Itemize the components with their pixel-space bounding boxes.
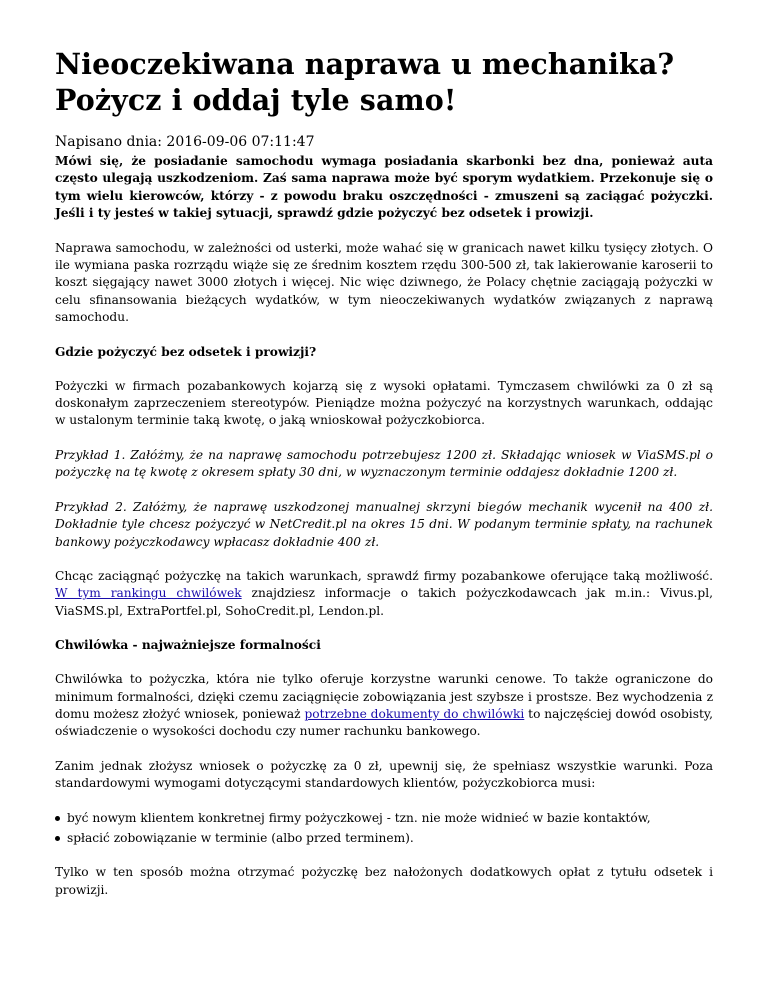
documents-link[interactable]: potrzebne dokumenty do chwilówki — [304, 706, 525, 721]
example-1: Przykład 1. Załóżmy, że na naprawę samochodu potrzebujesz 1200 zł. Składając wniosek w ViaSMS.pl o pożyczkę na tę kwotę z okresem spłaty 30 dni, w wyznaczonym terminie oddajesz dokładnie 1200 zł. — [55, 447, 713, 480]
requirements-list — [55, 810, 713, 848]
example-2: Przykład 2. Załóżmy, że naprawę uszkodzonej manualnej skrzyni biegów mechanik wycenił na 400 zł. Dokładnie tyle chcesz pożyczyć w NetCredit.pl na okres 15 dni. W podanym terminie spłaty, na rachunek bankowy pożyczkodawcy wpłacasz dokładnie 400 zł. — [55, 499, 713, 549]
bullet-icon — [55, 816, 60, 821]
article-lead: Mówi się, że posiadanie samochodu wymaga posiadania skarbonki bez dna, ponieważ auta często ulegają uszkodzeniom. Zaś sama naprawa może być sporym wydatkiem. Przekonuje się o tym wielu kierowców, którzy - z powodu braku oszczędności - zmuszeni są zaciągać pożyczki. Jeśli i ty jesteś w takiej sytuacji, sprawdź gdzie pożyczyć bez odsetek i prowizji. — [55, 154, 713, 221]
list-item-text: spłacić zobowiązanie w terminie (albo przed terminem). — [67, 830, 414, 845]
paragraph-formalities-text-end: to najczęściej dowód osobisty, oświadczenie o wysokości dochodu czy numer rachunku bankowego. — [55, 706, 713, 739]
section-heading-formalities: Chwilówka - najważniejsze formalności — [55, 638, 321, 653]
paragraph-summary: Tylko w ten sposób można otrzymać pożyczkę bez nałożonych dodatkowych opłat z tytułu odsetek i prowizji. — [55, 865, 713, 897]
paragraph-repair-costs: Naprawa samochodu, w zależności od usterki, może wahać się w granicach nawet kilku tysięcy złotych. O ile wymiana paska rozrządu wiąże się ze średnim kosztem rzędu 300-500 zł, tak lakierowanie karoserii to koszt sięgający nawet 3000 złotych i więcej. Nic więc dziwnego, że Polacy chętnie zaciągają pożyczki w celu sfinansowania bieżących wydatków, w tym nieoczekiwanych wydatków związanych z naprawą samochodu. — [55, 240, 713, 325]
list-item — [55, 830, 713, 847]
list-item-text: być nowym klientem konkretnej firmy pożyczkowej - tzn. nie może widnieć w bazie kontaktów, — [67, 810, 651, 825]
section-heading-where-to-borrow: Gdzie pożyczyć bez odsetek i prowizji? — [55, 344, 317, 359]
list-item — [55, 810, 713, 827]
paragraph-conditions: Zanim jednak złożysz wniosek o pożyczkę za 0 zł, upewnij się, że spełniasz wszystkie warunki. Poza standardowymi wymogami dotyczącymi standardowych klientów, pożyczkobiorca musi: — [55, 758, 713, 791]
paragraph-no-fee-loans: Pożyczki w firmach pozabankowych kojarzą się z wysoki opłatami. Tymczasem chwilówki za 0 zł są doskonałym zaprzeczeniem stereotypów. Pieniądze można pożyczyć na korzystnych warunkach, oddając w ustalonym terminie taką kwotę, o jaką wnioskował pożyczkobiorca. — [55, 378, 713, 428]
ranking-link[interactable]: W tym rankingu chwilówek — [55, 586, 242, 601]
bullet-icon — [55, 836, 60, 841]
article — [55, 46, 713, 916]
paragraph-ranking — [55, 568, 713, 620]
paragraph-formalities — [55, 671, 713, 741]
paragraph-ranking-text-end: znajdziesz informacje o takich pożyczkodawcach jak m.in.: Vivus.pl, ViaSMS.pl, ExtraPortfel.pl, SohoCredit.pl, Lendon.pl. — [55, 586, 714, 618]
article-title: Nieoczekiwana naprawa u mechanika? Pożycz i oddaj tyle samo! — [55, 47, 675, 117]
publish-date: Napisano dnia: 2016-09-06 07:11:47 — [55, 134, 315, 150]
paragraph-ranking-text-start: Chcąc zaciągnąć pożyczkę na takich warunkach, sprawdź firmy pozabankowe oferujące taką możliwość. — [55, 568, 713, 583]
paragraph-formalities-text-start: Chwilówka to pożyczka, która nie tylko oferuje korzystne warunki cenowe. To także ograniczone do minimum formalności, dzięki czemu zaciągnięcie zobowiązania jest szybsze i prostsze. Bez wychodzenia z domu możesz złożyć wniosek, ponieważ — [55, 672, 713, 721]
